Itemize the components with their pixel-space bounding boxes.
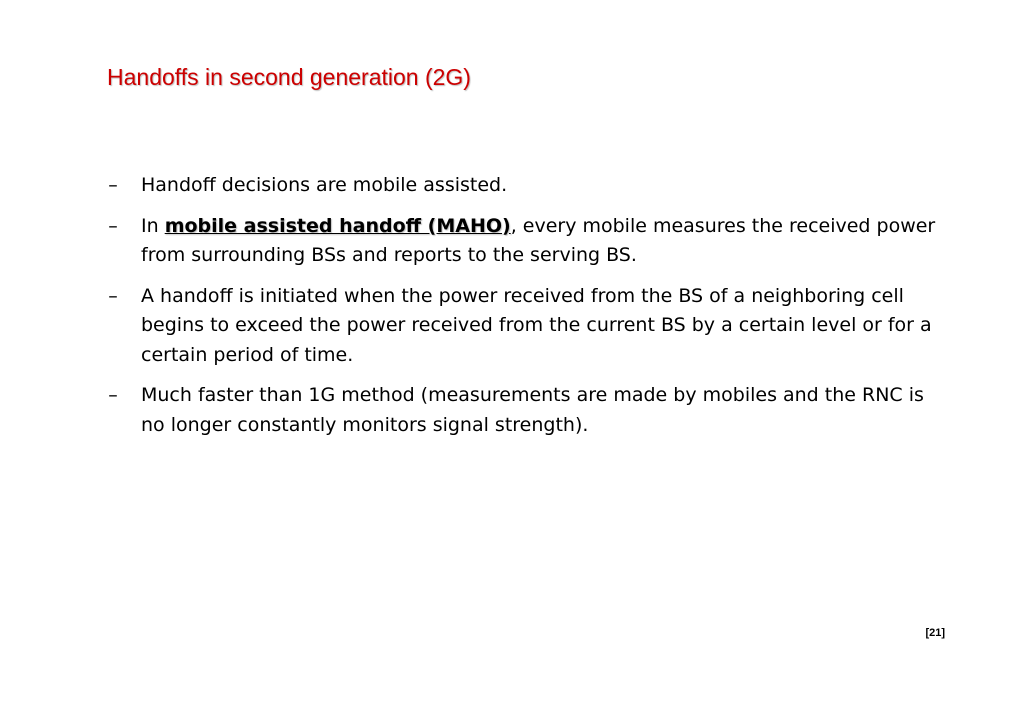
dash-bullet-icon: – xyxy=(108,174,118,196)
dash-bullet-icon: – xyxy=(108,214,118,237)
bullet-item-3 xyxy=(103,282,953,371)
bullet-list xyxy=(103,171,953,451)
bullet-item-2 xyxy=(103,212,953,271)
bullet-text: A handoff is initiated when the power received from the BS of a neighboring cell begins to exceed the power received from the current BS by a certain level or for a certain period of time. xyxy=(141,284,932,366)
bullet-text: Much faster than 1G method (measurements are made by mobiles and the RNC is no longer constantly monitors signal strength). xyxy=(141,384,924,436)
dash-bullet-icon: – xyxy=(108,384,118,406)
bullet-text-prefix: In xyxy=(141,214,165,237)
bullet-item-1 xyxy=(103,171,953,201)
slide-title: Handoffs in second generation (2G) xyxy=(107,64,471,90)
maho-term: mobile assisted handoff (MAHO) xyxy=(164,214,511,237)
bullet-text-suffix: , every mobile measures the received power from surrounding BSs and reports to the serving BS. xyxy=(141,214,936,266)
bullet-text: Handoff decisions are mobile assisted. xyxy=(141,174,508,196)
page-reference: [21] xyxy=(925,627,945,639)
dash-bullet-icon: – xyxy=(108,284,118,307)
bullet-item-4 xyxy=(103,381,953,440)
